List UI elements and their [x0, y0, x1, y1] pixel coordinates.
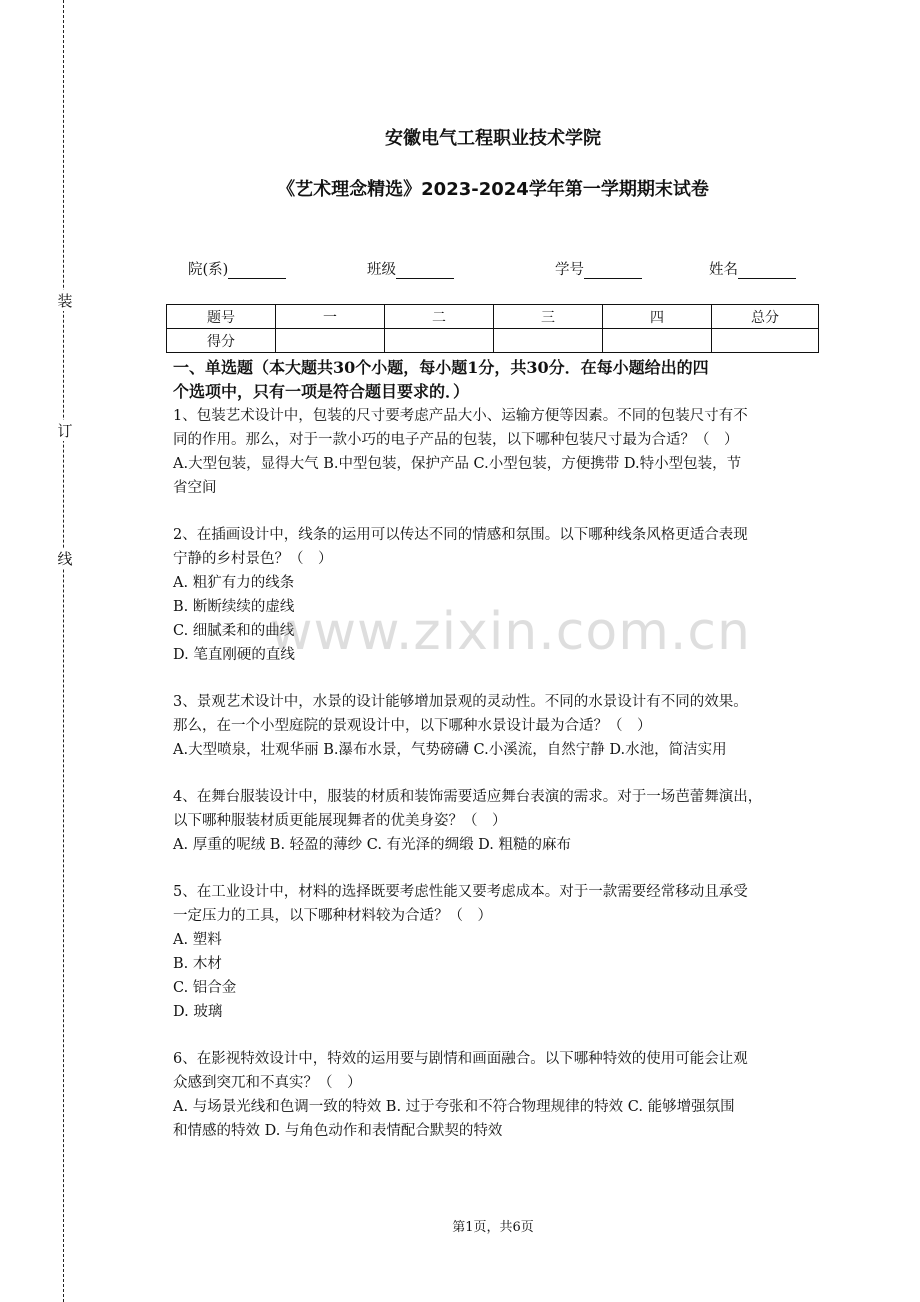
question-options: A.大型包装，显得大气 B.中型包装，保护产品 C.小型包装，方便携带 D.特小型包装，节: [173, 456, 742, 472]
question-6: [173, 1047, 823, 1143]
question-option: C. 细腻柔和的曲线: [173, 623, 295, 639]
question-text: 宁静的乡村景色？（ ）: [173, 551, 333, 567]
class-blank[interactable]: [396, 262, 454, 279]
score-header-cell: 总分: [712, 305, 819, 329]
score-table: [166, 304, 819, 353]
score-header-cell: 三: [494, 305, 603, 329]
question-3: [173, 690, 823, 762]
question-list: [173, 404, 823, 1166]
school-name: 安徽电气工程职业技术学院: [385, 128, 601, 149]
score-row-label: 得分: [167, 329, 276, 353]
section-heading: [173, 356, 823, 404]
page-footer: 第1页，共6页: [452, 1220, 534, 1235]
binding-char-ding: 订: [57, 422, 73, 440]
question-text: 1、包装艺术设计中，包装的尺寸要考虑产品大小、运输方便等因素。不同的包装尺寸有不: [173, 408, 748, 424]
score-cell[interactable]: [603, 329, 712, 353]
binding-char-xian: 线: [57, 550, 73, 568]
class-label: 班级: [367, 262, 396, 278]
score-header-cell: 四: [603, 305, 712, 329]
question-text: 同的作用。那么，对于一款小巧的电子产品的包装，以下哪种包装尺寸最为合适？（ ）: [173, 432, 739, 448]
question-options: A. 与场景光线和色调一致的特效 B. 过于夸张和不符合物理规律的特效 C. 能够增强氛围: [173, 1099, 735, 1115]
question-4: [173, 785, 823, 857]
score-cell[interactable]: [494, 329, 603, 353]
score-table-header-row: [167, 305, 819, 329]
dept-blank[interactable]: [228, 262, 286, 279]
name-label: 姓名: [709, 262, 738, 278]
question-text: 3、景观艺术设计中，水景的设计能够增加景观的灵动性。不同的水景设计有不同的效果。: [173, 694, 748, 710]
question-option: D. 玻璃: [173, 1004, 223, 1020]
question-1: [173, 404, 823, 500]
score-header-cell: 一: [276, 305, 385, 329]
question-option: B. 断断续续的虚线: [173, 599, 295, 615]
dept-label: 院(系): [188, 262, 229, 278]
question-option: B. 木材: [173, 956, 222, 972]
question-option: C. 铝合金: [173, 980, 237, 996]
dept-field: [188, 258, 286, 279]
student-id-label: 学号: [555, 262, 584, 278]
question-text: 以下哪种服装材质更能展现舞者的优美身姿？（ ）: [173, 813, 507, 829]
name-field: [709, 258, 796, 279]
question-options: A. 厚重的呢绒 B. 轻盈的薄纱 C. 有光泽的绸缎 D. 粗糙的麻布: [173, 837, 572, 853]
question-5: [173, 880, 823, 1024]
score-header-cell: 二: [385, 305, 494, 329]
question-option: A. 塑料: [173, 932, 222, 948]
exam-title: 《艺术理念精选》2023-2024学年第一学期期末试卷: [277, 179, 709, 200]
student-id-field: [555, 258, 642, 279]
section-heading-line: 个选项中，只有一项是符合题目要求的．）: [173, 382, 470, 401]
name-blank[interactable]: [738, 262, 796, 279]
score-cell[interactable]: [385, 329, 494, 353]
student-id-blank[interactable]: [584, 262, 642, 279]
score-header-cell: 题号: [167, 305, 276, 329]
question-text: 5、在工业设计中，材料的选择既要考虑性能又要考虑成本。对于一款需要经常移动且承受: [173, 884, 748, 900]
score-table-score-row: [167, 329, 819, 353]
section-heading-line: 一、单选题（本大题共30个小题，每小题1分，共30分．在每小题给出的四: [173, 358, 709, 377]
question-options: 省空间: [173, 480, 217, 496]
question-text: 众感到突兀和不真实？（ ）: [173, 1075, 362, 1091]
question-option: D. 笔直刚硬的直线: [173, 647, 295, 663]
class-field: [367, 258, 454, 279]
score-cell[interactable]: [712, 329, 819, 353]
watermark: www.zixin.com.cn: [270, 602, 751, 662]
binding-char-zhuang: 装: [57, 292, 73, 310]
question-text: 6、在影视特效设计中，特效的运用要与剧情和画面融合。以下哪种特效的使用可能会让观: [173, 1051, 748, 1067]
question-options: A.大型喷泉，壮观华丽 B.瀑布水景，气势磅礴 C.小溪流，自然宁静 D.水池，简洁实用: [173, 742, 727, 758]
question-text: 那么，在一个小型庭院的景观设计中，以下哪种水景设计最为合适？（ ）: [173, 718, 652, 734]
question-options: 和情感的特效 D. 与角色动作和表情配合默契的特效: [173, 1123, 503, 1139]
question-text: 一定压力的工具，以下哪种材料较为合适？（ ）: [173, 908, 492, 924]
score-cell[interactable]: [276, 329, 385, 353]
question-text: 4、在舞台服装设计中，服装的材质和装饰需要适应舞台表演的需求。对于一场芭蕾舞演出，: [173, 789, 763, 805]
question-text: 2、在插画设计中，线条的运用可以传达不同的情感和氛围。以下哪种线条风格更适合表现: [173, 527, 748, 543]
question-option: A. 粗犷有力的线条: [173, 575, 295, 591]
